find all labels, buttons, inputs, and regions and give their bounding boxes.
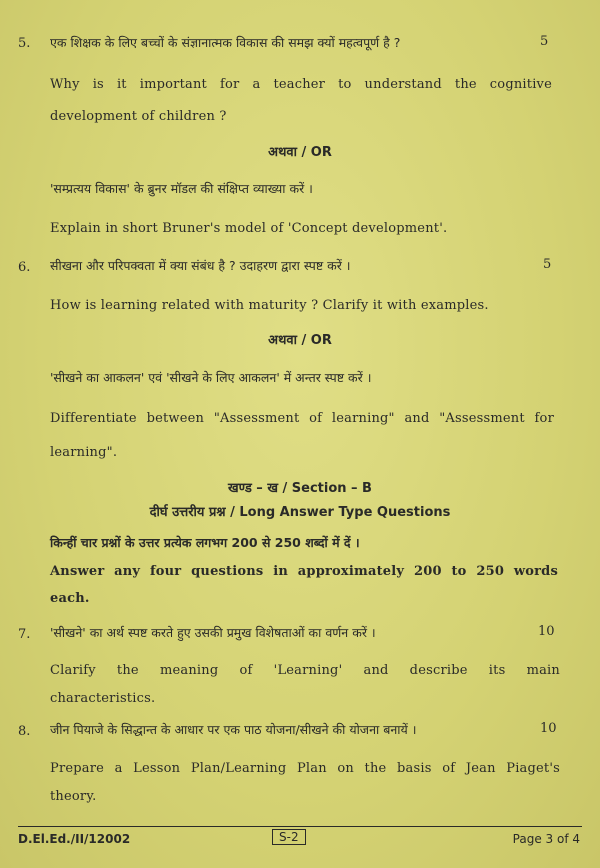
question-8-english-line-1: Prepare a Lesson Plan/Learning Plan on the basis of Jean Piaget's xyxy=(50,761,560,776)
paper-code: D.El.Ed./II/12002 xyxy=(18,832,131,846)
question-6-marks: 5 xyxy=(543,257,552,272)
question-8-english-line-2: theory. xyxy=(50,789,97,804)
question-7-english-line-1: Clarify the meaning of 'Learning' and describe its main xyxy=(50,663,560,678)
question-5-hindi: एक शिक्षक के लिए बच्चों के संज्ञानात्मक विकास की समझ क्यों महत्वपूर्ण है ? xyxy=(50,35,401,50)
question-7-marks: 10 xyxy=(538,624,555,639)
section-b-instruction-english-line-2: each. xyxy=(50,591,90,606)
question-6-or: अथवा / OR xyxy=(268,333,332,348)
question-7-english-line-2: characteristics. xyxy=(50,691,156,706)
question-5-marks: 5 xyxy=(540,34,549,49)
question-5-number: 5. xyxy=(18,36,31,51)
question-8-marks: 10 xyxy=(540,721,557,736)
question-5-english-line-1: Why is it important for a teacher to understand the cognitive xyxy=(50,77,552,92)
section-b-instruction-english-line-1: Answer any four questions in approximately 200 to 250 words xyxy=(50,564,558,579)
question-6-number: 6. xyxy=(18,260,31,275)
question-7-number: 7. xyxy=(18,627,31,642)
page-number: Page 3 of 4 xyxy=(512,832,580,846)
series-badge: S-2 xyxy=(272,829,306,845)
question-5-or: अथवा / OR xyxy=(268,145,332,160)
question-5-alt-hindi: 'सम्प्रत्यय विकास' के ब्रुनर मॉडल की संक्षिप्त व्याख्या करें । xyxy=(50,181,313,196)
question-8-number: 8. xyxy=(18,724,31,739)
section-b-title: खण्ड – ख / Section – B xyxy=(228,481,372,496)
question-6-alt-english-line-1: Differentiate between "Assessment of learning" and "Assessment for xyxy=(50,411,554,426)
section-b-subtitle: दीर्घ उत्तरीय प्रश्न / Long Answer Type Questions xyxy=(149,505,451,520)
section-b-instruction-hindi: किन्हीं चार प्रश्नों के उत्तर प्रत्येक लगभग 200 से 250 शब्दों में दें । xyxy=(50,535,360,550)
question-6-alt-hindi: 'सीखने का आकलन' एवं 'सीखने के लिए आकलन' में अन्तर स्पष्ट करें । xyxy=(50,370,372,385)
question-5-english-line-2: development of children ? xyxy=(50,109,227,124)
footer-divider xyxy=(18,826,582,827)
question-6-alt-english-line-2: learning". xyxy=(50,445,118,460)
question-6-hindi: सीखना और परिपक्वता में क्या संबंध है ? उदाहरण द्वारा स्पष्ट करें । xyxy=(50,258,351,273)
question-7-hindi: 'सीखने' का अर्थ स्पष्ट करते हुए उसकी प्रमुख विशेषताओं का वर्णन करें । xyxy=(50,625,376,640)
question-8-hindi: जीन पियाजे के सिद्धान्त के आधार पर एक पाठ योजना/सीखने की योजना बनायें । xyxy=(50,722,417,737)
question-5-alt-english: Explain in short Bruner's model of 'Concept development'. xyxy=(50,221,448,236)
question-6-english: How is learning related with maturity ? Clarify it with examples. xyxy=(50,298,489,313)
